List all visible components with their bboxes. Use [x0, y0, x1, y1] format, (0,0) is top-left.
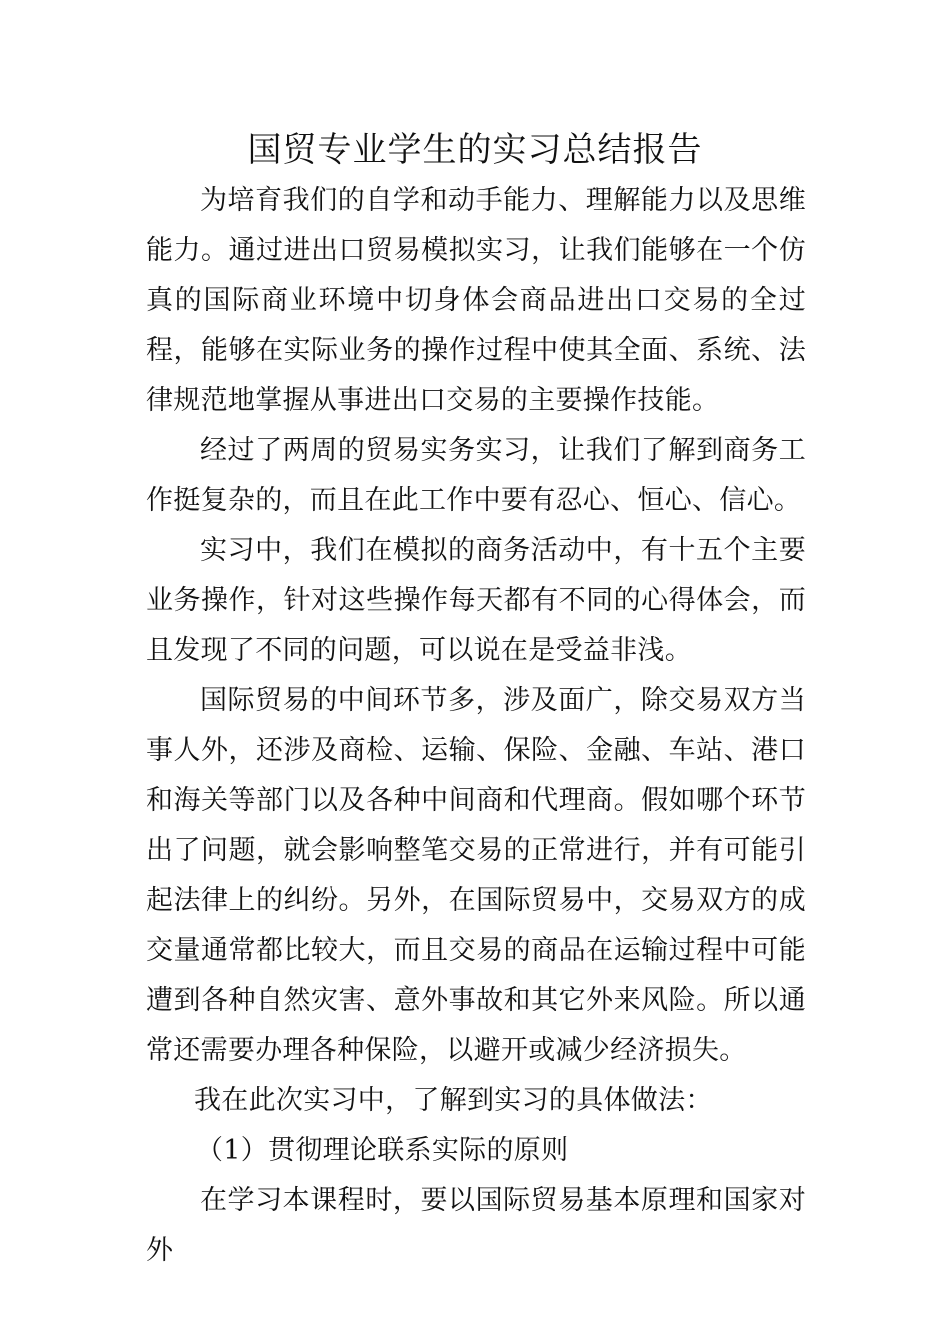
list-heading: （1）贯彻理论联系实际的原则 — [196, 1135, 569, 1166]
document-body — [146, 176, 806, 1276]
paragraph: 我在此次实习中，了解到实习的具体做法： — [194, 1085, 713, 1116]
paragraph: 经过了两周的贸易实务实习，让我们了解到商务工作挺复杂的，而且在此工作中要有忍心、恒心、信心。 — [146, 435, 806, 516]
document-title: 国贸专业学生的实习总结报告 — [247, 130, 703, 170]
paragraph: 在学习本课程时，要以国际贸易基本原理和国家对外 — [146, 1185, 806, 1266]
paragraph: 实习中，我们在模拟的商务活动中，有十五个主要业务操作，针对这些操作每天都有不同的心得体会，而且发现了不同的问题，可以说在是受益非浅。 — [146, 535, 806, 666]
paragraph: 为培育我们的自学和动手能力、理解能力以及思维能力。通过进出口贸易模拟实习，让我们能够在一个仿真的国际商业环境中切身体会商品进出口交易的全过程，能够在实际业务的操作过程中使其全面、系统、法律规范地掌握从事进出口交易的主要操作技能。 — [146, 185, 806, 416]
paragraph: 国际贸易的中间环节多，涉及面广，除交易双方当事人外，还涉及商检、运输、保险、金融、车站、港口和海关等部门以及各种中间商和代理商。假如哪个环节出了问题，就会影响整笔交易的正常进行，并有可能引起法律上的纠纷。另外，在国际贸易中，交易双方的成交量通常都比较大，而且交易的商品在运输过程中可能遭到各种自然灾害、意外事故和其它外来风险。所以通常还需要办理各种保险，以避开或减少经济损失。 — [146, 685, 806, 1066]
